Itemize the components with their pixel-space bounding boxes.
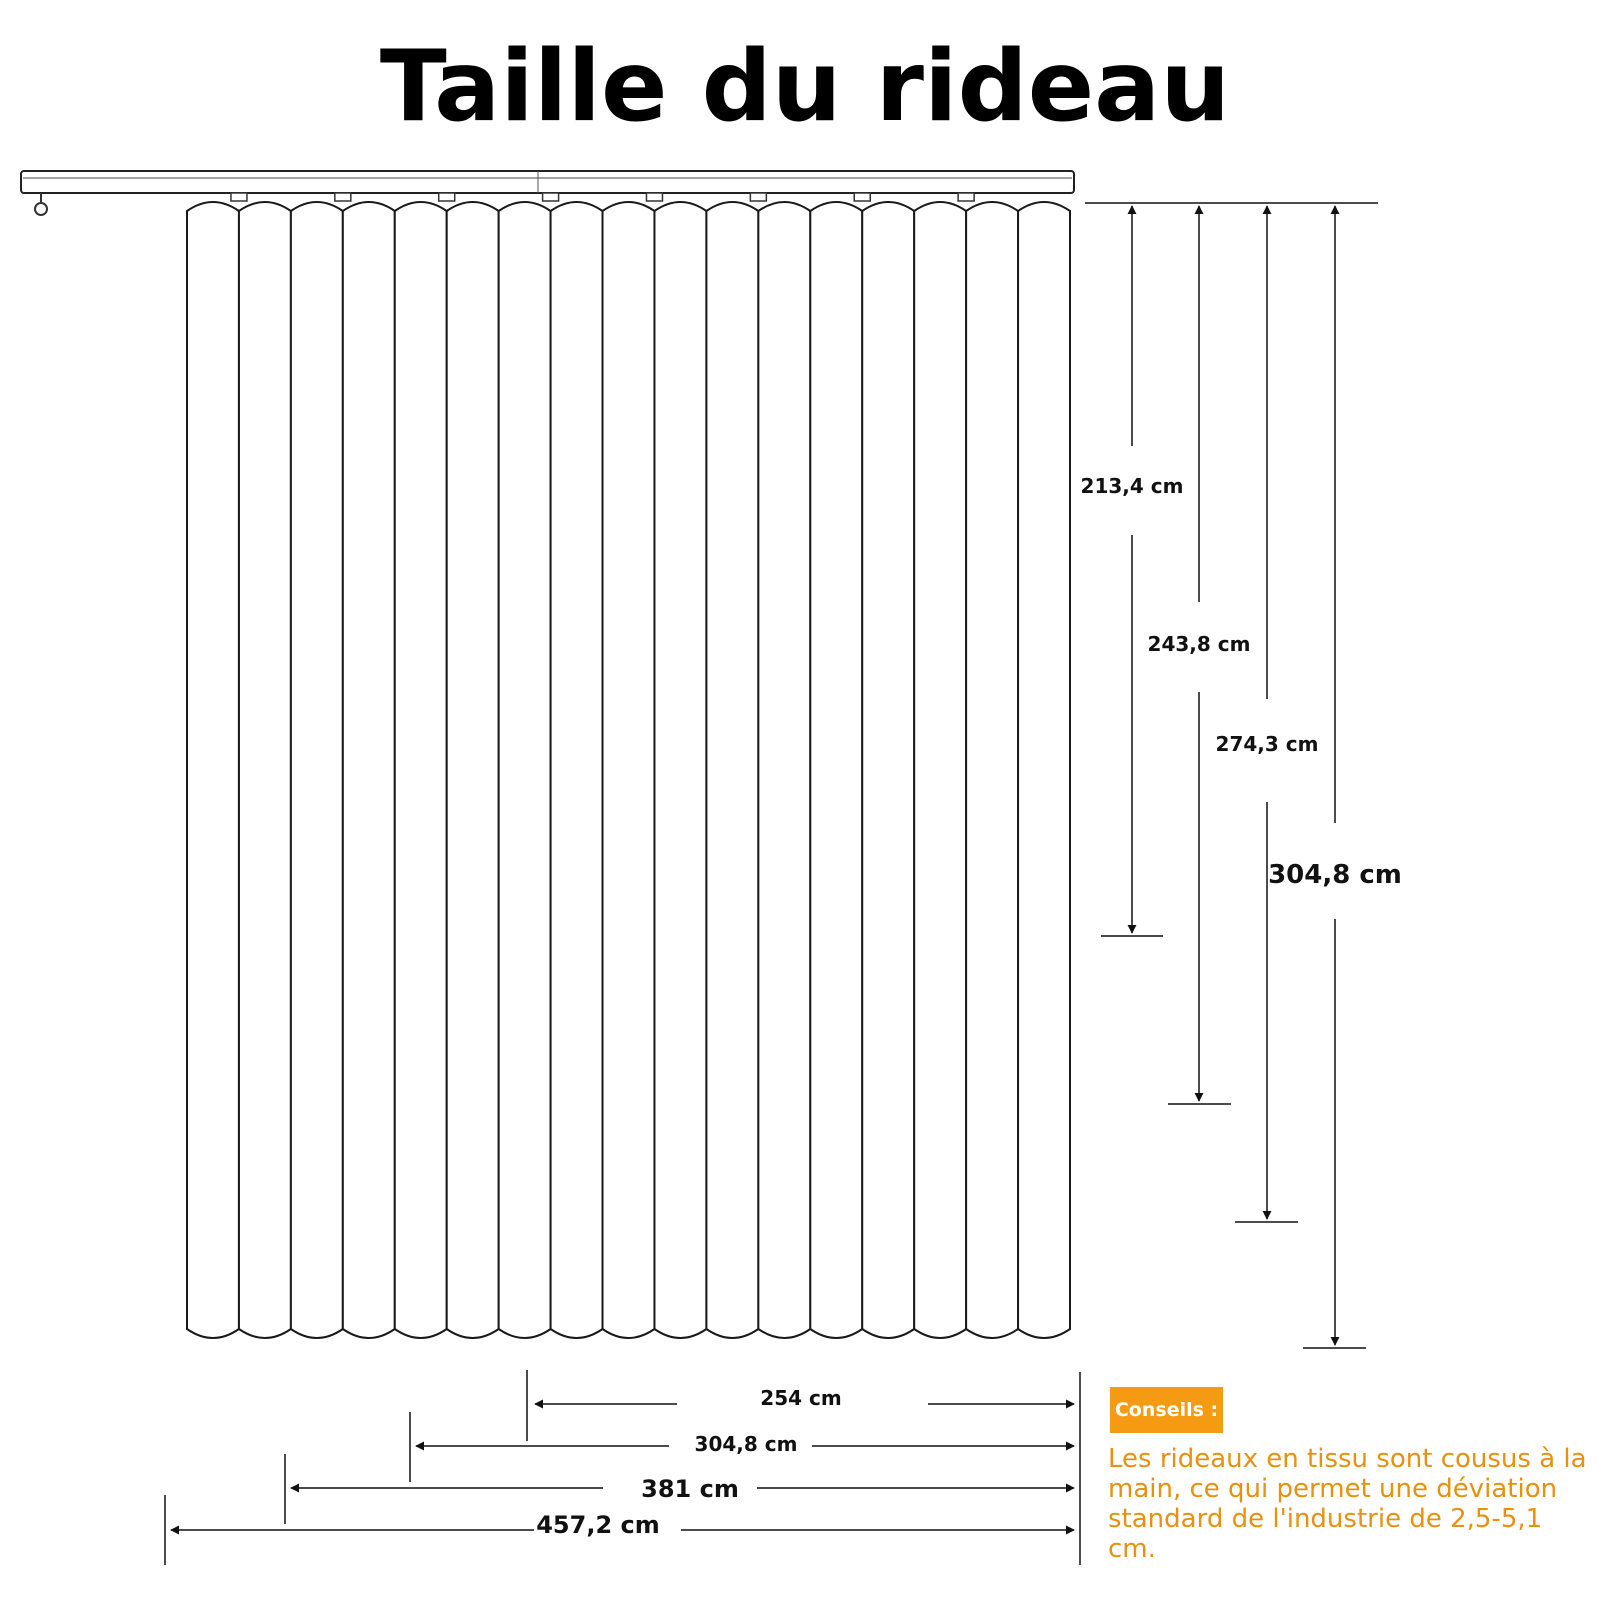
curtain-panel: [966, 202, 1018, 1338]
curtain-panel: [291, 202, 343, 1338]
height-dimension-304: [1268, 206, 1402, 1348]
width-label: 254 cm: [760, 1386, 842, 1410]
curtain-panel: [810, 202, 862, 1338]
rail-hook-icon: [750, 193, 766, 201]
width-dimension-304: [410, 1412, 1074, 1482]
height-label: 274,3 cm: [1215, 732, 1319, 756]
curtain-panels: [187, 202, 1070, 1338]
curtain-panel: [654, 202, 706, 1338]
width-dimension-254: [527, 1370, 1074, 1441]
curtain-panel: [758, 202, 810, 1338]
width-dimension-457: [165, 1495, 1074, 1565]
tips-badge: Conseils :: [1110, 1387, 1223, 1433]
curtain-panel: [862, 202, 914, 1338]
height-dimensions: [1081, 203, 1402, 1348]
curtain-panel: [1018, 202, 1070, 1338]
height-dimension-243: [1148, 206, 1251, 1104]
height-dimension-274: [1216, 206, 1319, 1222]
rail-hook-icon: [439, 193, 455, 201]
height-label: 304,8 cm: [1268, 860, 1402, 890]
curtain-panel: [343, 202, 395, 1338]
curtain-panel: [187, 202, 239, 1338]
rail-hook-icon: [958, 193, 974, 201]
curtain-panel: [499, 202, 551, 1338]
curtain-panel: [706, 202, 758, 1338]
width-dimension-381: [285, 1454, 1074, 1524]
width-label: 304,8 cm: [694, 1432, 798, 1456]
width-label: 457,2 cm: [536, 1511, 660, 1539]
rail-hook-icon: [231, 193, 247, 201]
height-dimension-213: [1081, 206, 1184, 936]
rail-hook-icon: [543, 193, 559, 201]
curtain-panel: [603, 202, 655, 1338]
curtain-panel: [395, 202, 447, 1338]
rail-hook-icon: [854, 193, 870, 201]
tips-text: Les rideaux en tissu sont cousus à la main, ce qui permet une déviation standard de l'industrie de 2,5-5,1 cm.: [1108, 1444, 1587, 1564]
page-title: Taille du rideau: [379, 30, 1231, 144]
height-label: 243,8 cm: [1147, 632, 1251, 656]
width-label: 381 cm: [641, 1475, 739, 1503]
curtain-panel: [447, 202, 499, 1338]
height-label: 213,4 cm: [1080, 474, 1184, 498]
rail-hook-icon: [335, 193, 351, 201]
width-dimensions: [165, 1370, 1080, 1565]
curtain-panel: [239, 202, 291, 1338]
curtain-panel: [551, 202, 603, 1338]
rail-end-ring-icon: [35, 203, 47, 215]
curtain-panel: [914, 202, 966, 1338]
rail-hook-icon: [646, 193, 662, 201]
